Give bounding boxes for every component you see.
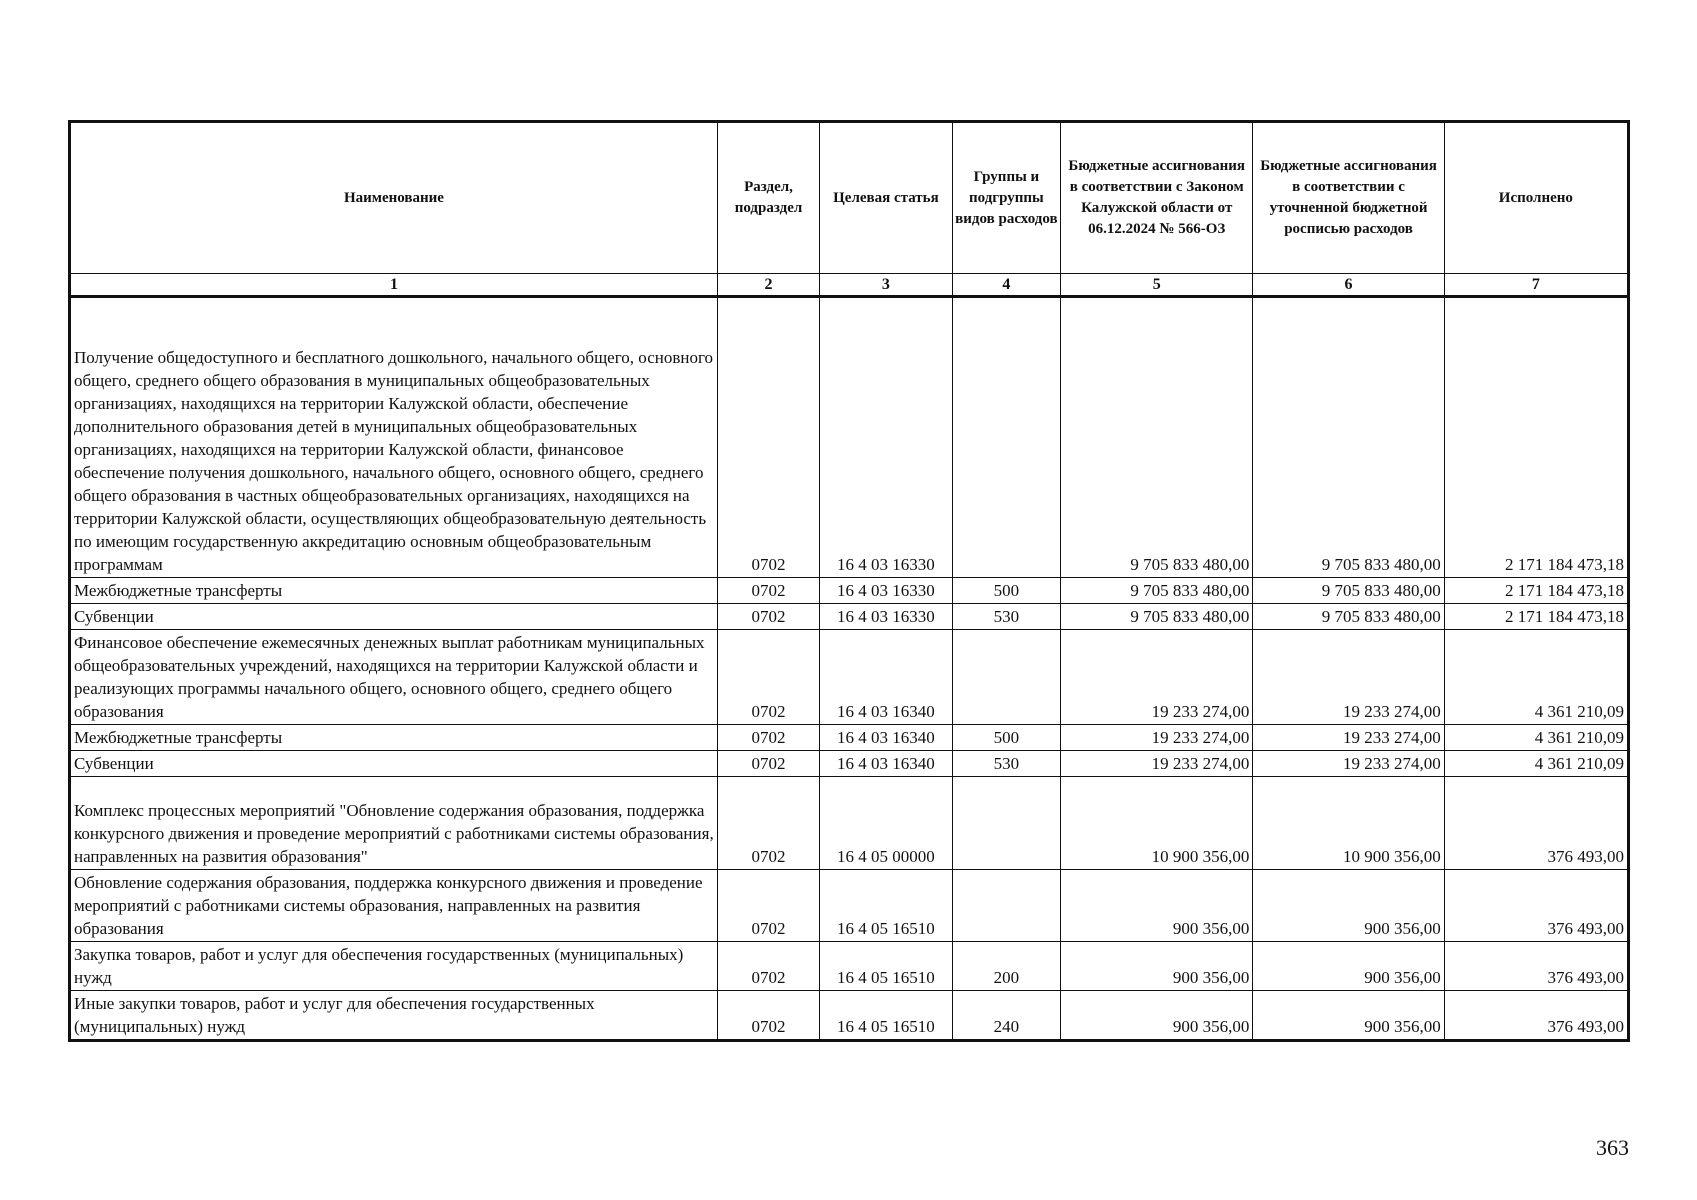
row-target-article: 16 4 03 16330 [820, 297, 953, 578]
page-number: 363 [1596, 1135, 1629, 1160]
row-refined-amount: 9 705 833 480,00 [1253, 297, 1444, 578]
row-section: 0702 [717, 578, 819, 604]
column-number: 6 [1253, 274, 1444, 297]
row-refined-amount: 19 233 274,00 [1253, 725, 1444, 751]
header-row [70, 122, 1629, 274]
column-number: 4 [952, 274, 1060, 297]
row-law-amount: 19 233 274,00 [1061, 751, 1253, 777]
table-row [70, 725, 1629, 751]
header-name: Наименование [70, 122, 718, 274]
row-law-amount: 10 900 356,00 [1061, 777, 1253, 870]
column-number: 2 [717, 274, 819, 297]
row-section: 0702 [717, 604, 819, 630]
row-refined-amount: 900 356,00 [1253, 870, 1444, 942]
row-expense-group: 530 [952, 751, 1060, 777]
row-section: 0702 [717, 297, 819, 578]
column-number: 1 [70, 274, 718, 297]
row-law-amount: 9 705 833 480,00 [1061, 297, 1253, 578]
row-executed-amount: 4 361 210,09 [1444, 751, 1628, 777]
row-executed-amount: 376 493,00 [1444, 777, 1628, 870]
row-section: 0702 [717, 751, 819, 777]
row-section: 0702 [717, 777, 819, 870]
row-section: 0702 [717, 870, 819, 942]
header-executed: Исполнено [1444, 122, 1628, 274]
column-number: 3 [820, 274, 953, 297]
row-section: 0702 [717, 725, 819, 751]
table-row [70, 777, 1629, 870]
table-row [70, 991, 1629, 1041]
row-refined-amount: 900 356,00 [1253, 991, 1444, 1041]
row-expense-group: 240 [952, 991, 1060, 1041]
table-row [70, 751, 1629, 777]
row-executed-amount: 376 493,00 [1444, 942, 1628, 991]
row-refined-amount: 9 705 833 480,00 [1253, 578, 1444, 604]
row-target-article: 16 4 03 16340 [820, 630, 953, 725]
table-row [70, 870, 1629, 942]
row-expense-group: 200 [952, 942, 1060, 991]
row-section: 0702 [717, 991, 819, 1041]
column-number: 5 [1061, 274, 1253, 297]
row-section: 0702 [717, 630, 819, 725]
budget-execution-table [68, 120, 1630, 1042]
row-expense-group [952, 870, 1060, 942]
header-law-allocations: Бюджетные ассигнования в соответствии с Законом Калужской области от 06.12.2024 № 566-ОЗ [1061, 122, 1253, 274]
table-row [70, 604, 1629, 630]
row-executed-amount: 4 361 210,09 [1444, 725, 1628, 751]
row-name: Закупка товаров, работ и услуг для обеспечения государственных (муниципальных) нужд [70, 942, 718, 991]
row-target-article: 16 4 03 16330 [820, 578, 953, 604]
row-target-article: 16 4 03 16340 [820, 725, 953, 751]
row-refined-amount: 19 233 274,00 [1253, 751, 1444, 777]
row-executed-amount: 4 361 210,09 [1444, 630, 1628, 725]
table-row [70, 630, 1629, 725]
row-law-amount: 9 705 833 480,00 [1061, 604, 1253, 630]
row-expense-group: 530 [952, 604, 1060, 630]
row-expense-group [952, 297, 1060, 578]
table-row [70, 297, 1629, 578]
row-refined-amount: 9 705 833 480,00 [1253, 604, 1444, 630]
row-expense-group [952, 630, 1060, 725]
row-target-article: 16 4 05 16510 [820, 942, 953, 991]
row-target-article: 16 4 05 16510 [820, 870, 953, 942]
row-target-article: 16 4 05 00000 [820, 777, 953, 870]
header-section: Раздел, подраздел [717, 122, 819, 274]
row-name: Субвенции [70, 604, 718, 630]
row-law-amount: 19 233 274,00 [1061, 725, 1253, 751]
header-target-article: Целевая статья [820, 122, 953, 274]
row-law-amount: 19 233 274,00 [1061, 630, 1253, 725]
table-body [70, 297, 1629, 1041]
column-numbers-row [70, 274, 1629, 297]
column-number: 7 [1444, 274, 1628, 297]
row-law-amount: 900 356,00 [1061, 870, 1253, 942]
row-refined-amount: 900 356,00 [1253, 942, 1444, 991]
row-refined-amount: 10 900 356,00 [1253, 777, 1444, 870]
row-target-article: 16 4 05 16510 [820, 991, 953, 1041]
row-name: Обновление содержания образования, поддержка конкурсного движения и проведение мероприятий с работниками системы образования, направленных на развития образования [70, 870, 718, 942]
row-expense-group [952, 777, 1060, 870]
row-executed-amount: 376 493,00 [1444, 870, 1628, 942]
row-law-amount: 900 356,00 [1061, 942, 1253, 991]
row-name: Межбюджетные трансферты [70, 578, 718, 604]
row-name: Субвенции [70, 751, 718, 777]
table-row [70, 942, 1629, 991]
row-law-amount: 900 356,00 [1061, 991, 1253, 1041]
row-target-article: 16 4 03 16330 [820, 604, 953, 630]
row-name: Получение общедоступного и бесплатного дошкольного, начального общего, основного общего, среднего общего образования в муниципальных общеобразовательных организациях, находящихся на территории Калужской области, обеспечение дополнительного образования детей в муниципальных общеобразовательных организациях, находящихся на территории Калужской области, финансовое обеспечение получения дошкольного, начального общего, основного общего, среднего общего образования в частных общеобразовательных организациях, находящихся на территории Калужской области, осуществляющих общеобразовательную деятельность по имеющим государственную аккредитацию основным общеобразовательным программам [70, 297, 718, 578]
row-law-amount: 9 705 833 480,00 [1061, 578, 1253, 604]
row-section: 0702 [717, 942, 819, 991]
row-executed-amount: 2 171 184 473,18 [1444, 604, 1628, 630]
table-header [70, 122, 1629, 297]
row-expense-group: 500 [952, 578, 1060, 604]
row-name: Иные закупки товаров, работ и услуг для обеспечения государственных (муниципальных) нужд [70, 991, 718, 1041]
row-name: Комплекс процессных мероприятий "Обновление содержания образования, поддержка конкурсного движения и проведение мероприятий с работниками системы образования, направленных на развития образования" [70, 777, 718, 870]
row-target-article: 16 4 03 16340 [820, 751, 953, 777]
row-name: Финансовое обеспечение ежемесячных денежных выплат работникам муниципальных общеобразовательных учреждений, находящихся на территории Калужской области и реализующих программы начального общего, основного общего, среднего общего образования [70, 630, 718, 725]
row-executed-amount: 2 171 184 473,18 [1444, 578, 1628, 604]
row-executed-amount: 2 171 184 473,18 [1444, 297, 1628, 578]
header-refined-allocations: Бюджетные ассигнования в соответствии с уточненной бюджетной росписью расходов [1253, 122, 1444, 274]
header-expense-group: Группы и подгруппы видов расходов [952, 122, 1060, 274]
table-row [70, 578, 1629, 604]
row-name: Межбюджетные трансферты [70, 725, 718, 751]
row-executed-amount: 376 493,00 [1444, 991, 1628, 1041]
row-refined-amount: 19 233 274,00 [1253, 630, 1444, 725]
row-expense-group: 500 [952, 725, 1060, 751]
